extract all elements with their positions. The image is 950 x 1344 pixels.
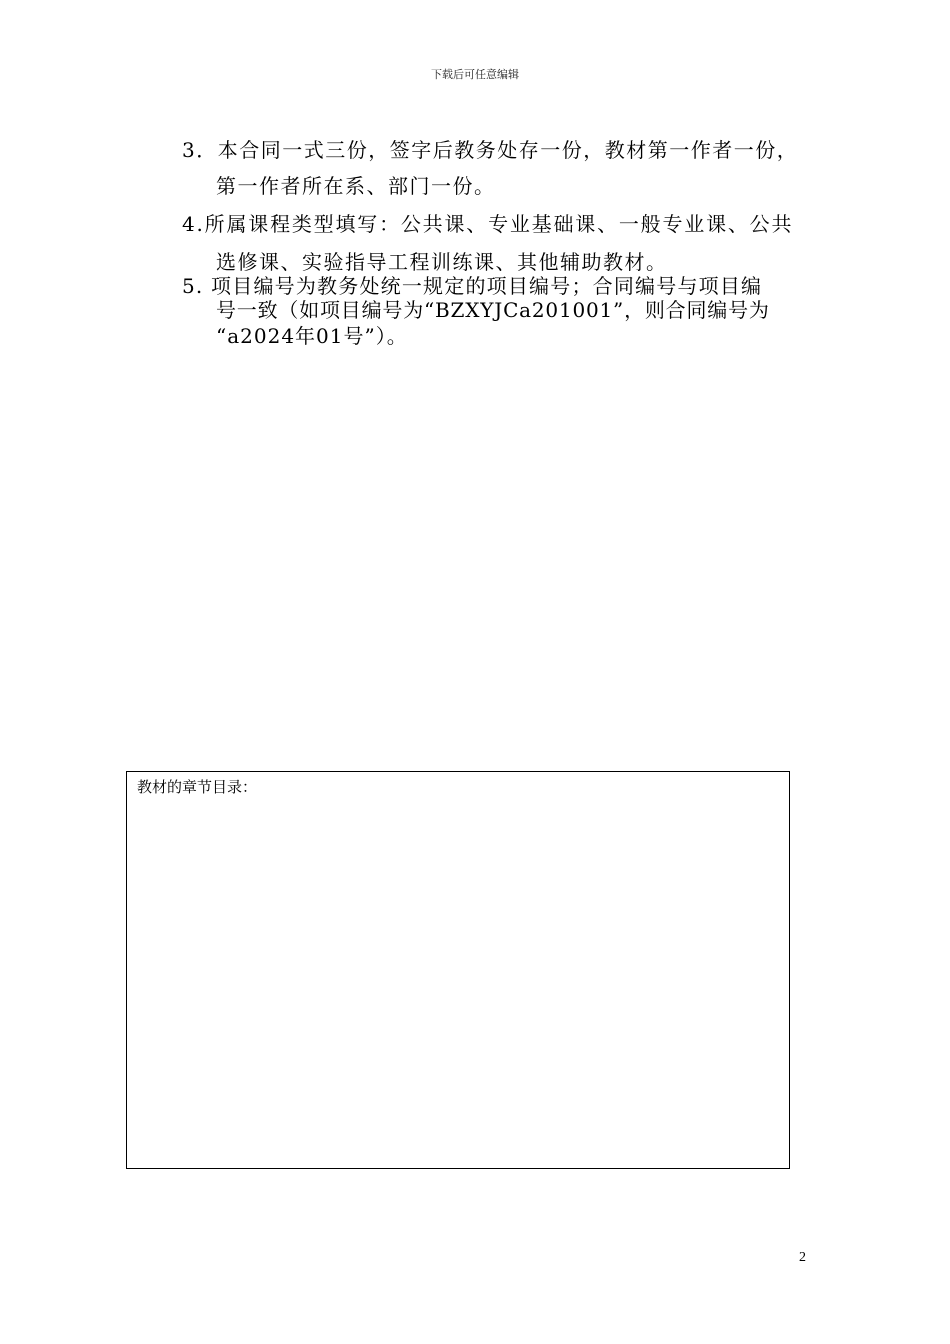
note-item-5-line-1: 5. 项目编号为教务处统一规定的项目编号；合同编号与项目编 [182,274,763,298]
toc-label: 教材的章节目录： [137,778,258,796]
note-item-3-line-2: 第一作者所在系、部门一份。 [216,174,496,198]
note-item-4-line-1: 4.所属课程类型填写：公共课、专业基础课、一般专业课、公共 [182,212,794,236]
toc-box [126,771,790,1169]
header-note: 下载后可任意编辑 [431,68,519,81]
note-item-5-line-3: “a2024年01号”）。 [216,324,408,348]
note-item-4-line-2: 选修课、实验指导工程训练课、其他辅助教材。 [216,250,668,274]
page-number: 2 [799,1250,806,1265]
note-item-3-line-1: 3．本合同一式三份，签字后教务处存一份，教材第一作者一份， [182,138,799,162]
note-item-5-line-2: 号一致（如项目编号为“BZXYJCa201001”，则合同编号为 [216,298,770,322]
